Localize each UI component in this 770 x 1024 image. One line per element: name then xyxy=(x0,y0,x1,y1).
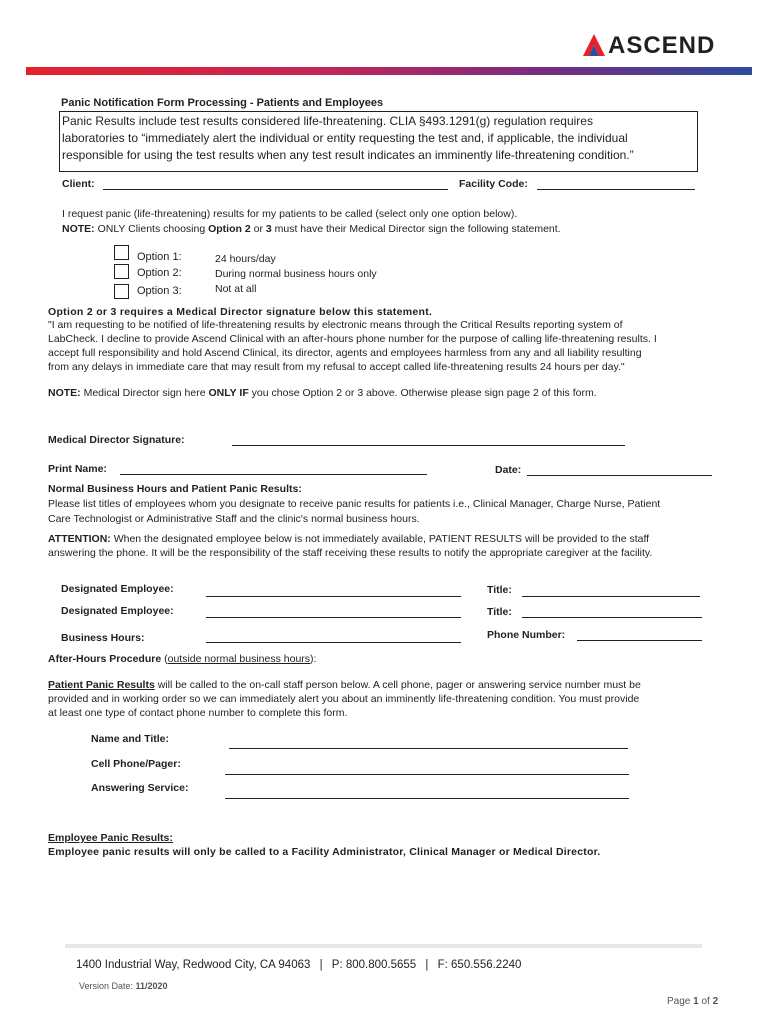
option-2-checkbox[interactable] xyxy=(114,264,129,279)
footer-phone: P: 800.800.5655 xyxy=(331,959,417,971)
business-heading: Normal Business Hours and Patient Panic Results: xyxy=(48,483,302,495)
cell-pager-field[interactable] xyxy=(225,774,629,775)
name-title-field[interactable] xyxy=(229,748,628,749)
page-number: Page 1 of 2 xyxy=(667,996,719,1007)
footer-rule xyxy=(65,944,702,948)
footer-address: 1400 Industrial Way, Redwood City, CA 94063 xyxy=(76,959,311,971)
employee-text: Employee panic results will only be called to a Facility Administrator, Clinical Manager or Medical Director. xyxy=(48,846,601,858)
ascend-logo-icon xyxy=(582,33,606,57)
business-hours-field[interactable] xyxy=(206,642,461,643)
cell-pager-label: Cell Phone/Pager: xyxy=(91,758,181,770)
option-2-text: During normal business hours only xyxy=(215,268,377,280)
designated-employee-1-field[interactable] xyxy=(206,596,461,597)
facility-code-label: Facility Code: xyxy=(459,178,528,190)
option-1-label: Option 1: xyxy=(137,251,182,263)
patient-panic-line-1: Patient Panic Results will be called to the on-call staff person below. A cell phone, pager or answering service number must be xyxy=(48,679,641,691)
md-signature-field[interactable] xyxy=(232,445,625,446)
attention-line-1: ATTENTION: When the designated employee below is not immediately available, PATIENT RESULTS will be provided to the staff xyxy=(48,533,650,545)
option-3-checkbox[interactable] xyxy=(114,284,129,299)
footer-address-row: 1400 Industrial Way, Redwood City, CA 94063 | P: 800.800.5655 | F: 650.556.2240 xyxy=(76,959,522,971)
note-1-label: NOTE: xyxy=(62,223,95,235)
attention-line-2: answering the phone. It will be the responsibility of the staff receiving these results to notify the appropriate caregiver at the facility. xyxy=(48,547,653,559)
intro-line-3: responsible for using the test results when any test result indicates an imminently life-threatening condition.” xyxy=(62,148,634,162)
logo-text: ASCEND xyxy=(608,32,716,59)
option-3-text: Not at all xyxy=(215,283,257,295)
date-label: Date: xyxy=(495,464,522,476)
client-label: Client: xyxy=(62,178,95,190)
phone-number-label: Phone Number: xyxy=(487,629,566,641)
statement-line-2: LabCheck. I decline to provide Ascend Clinical with an after-hours phone number for the purpose of calling life-threatening results. I xyxy=(48,333,657,345)
employee-heading: Employee Panic Results: xyxy=(48,832,173,844)
statement-line-4: from any delays in immediate care that may result from my refusal to accept called life-threatening results 24 hours per day." xyxy=(48,361,625,373)
after-hours-heading: After-Hours Procedure (outside normal business hours): xyxy=(48,653,317,665)
patient-panic-line-3: at least one type of contact phone number to complete this form. xyxy=(48,707,348,719)
footer-fax: F: 650.556.2240 xyxy=(437,959,522,971)
date-field[interactable] xyxy=(527,475,712,476)
option-1-checkbox[interactable] xyxy=(114,245,129,260)
print-name-field[interactable] xyxy=(120,474,427,475)
header-gradient-bar xyxy=(26,67,752,75)
intro-line-2: laboratories to “immediately alert the individual or entity requesting the test and, if applicable, the individual xyxy=(62,131,628,145)
form-title: Panic Notification Form Processing - Patients and Employees xyxy=(61,97,384,109)
designated-employee-2-field[interactable] xyxy=(206,617,461,618)
answering-service-field[interactable] xyxy=(225,798,629,799)
phone-number-field[interactable] xyxy=(577,640,702,641)
name-title-label: Name and Title: xyxy=(91,733,169,745)
designated-employee-2-label: Designated Employee: xyxy=(61,605,174,617)
print-name-label: Print Name: xyxy=(48,463,107,475)
note-2: NOTE: Medical Director sign here ONLY IF you chose Option 2 or 3 above. Otherwise please sign page 2 of this form. xyxy=(48,387,597,399)
option-3-label: Option 3: xyxy=(137,285,182,297)
note-1: NOTE: ONLY Clients choosing Option 2 or 3 must have their Medical Director sign the following statement. xyxy=(62,223,561,235)
client-field[interactable] xyxy=(103,189,448,190)
statement-line-3: accept full responsibility and hold Ascend Clinical, its director, agents and employees harmless from any and all liability resulting xyxy=(48,347,642,359)
statement-line-1: "I am requesting to be notified of life-threatening results by electronic means through the Critical Results reporting system of xyxy=(48,319,623,331)
version-date: Version Date: 11/2020 xyxy=(79,981,168,991)
title-2-field[interactable] xyxy=(522,617,702,618)
title-1-label: Title: xyxy=(487,584,512,596)
business-line-2: Care Technologist or Administrative Staff and the clinic's normal business hours. xyxy=(48,513,420,525)
business-line-1: Please list titles of employees whom you designate to receive panic results for patients i.e., Clinical Manager, Charge Nurse, Patient xyxy=(48,498,661,510)
answering-service-label: Answering Service: xyxy=(91,782,189,794)
request-text: I request panic (life-threatening) results for my patients to be called (select only one option below). xyxy=(62,208,518,220)
title-2-label: Title: xyxy=(487,606,512,618)
md-signature-label: Medical Director Signature: xyxy=(48,434,185,446)
designated-employee-1-label: Designated Employee: xyxy=(61,583,174,595)
option-1-text: 24 hours/day xyxy=(215,253,276,265)
intro-line-1: Panic Results include test results considered life-threatening. CLIA §493.1291(g) regulation requires xyxy=(62,114,593,128)
patient-panic-line-2: provided and in working order so we can immediately alert you about an imminently life-threatening condition. You must provide xyxy=(48,693,640,705)
title-1-field[interactable] xyxy=(522,596,700,597)
option-requirement: Option 2 or 3 requires a Medical Director signature below this statement. xyxy=(48,306,433,318)
business-hours-label: Business Hours: xyxy=(61,632,145,644)
option-2-label: Option 2: xyxy=(137,267,182,279)
facility-code-field[interactable] xyxy=(537,189,695,190)
